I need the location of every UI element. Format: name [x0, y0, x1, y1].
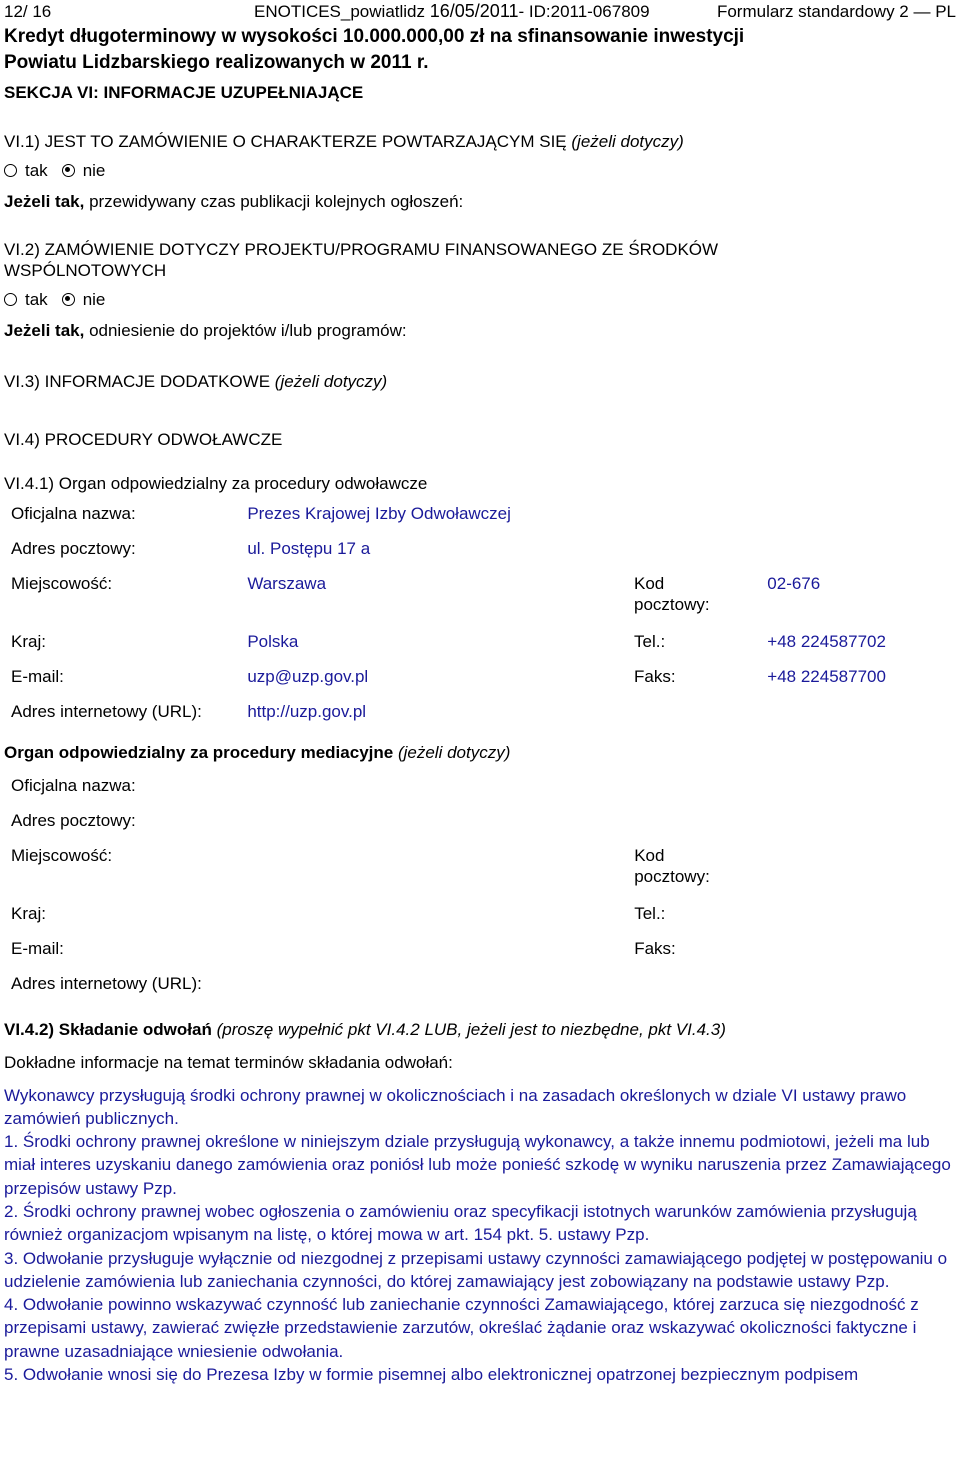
- title-line-1: Kredyt długoterminowy w wysokości 10.000.000,00 zł na sfinansowanie inwestycji: [4, 26, 745, 47]
- review-body-address: [11, 503, 956, 736]
- med-postcode-label-l2: pocztowy:: [634, 867, 710, 887]
- page-header: [4, 0, 956, 22]
- vi2-radio-yes[interactable]: [4, 293, 17, 306]
- med-fax-label: Faks:: [634, 939, 676, 958]
- tel-label: Tel.:: [634, 631, 666, 651]
- fax-label: Faks:: [634, 666, 676, 686]
- vi2-followup: [4, 320, 956, 341]
- vi2-heading-line-2: WSPÓLNOTOWYCH: [4, 261, 167, 281]
- vi2-radio-yes-label: tak: [25, 289, 48, 309]
- postcode-label: [634, 573, 767, 631]
- med-country-label: Kraj:: [11, 904, 46, 923]
- med-postcode-label-l1: Kod: [634, 846, 665, 865]
- table-row: [11, 845, 956, 903]
- name-label: Oficjalna nazwa:: [11, 503, 136, 523]
- vi2-radio-group: [4, 289, 956, 310]
- country-label: Kraj:: [11, 631, 46, 651]
- med-city-label: Miejscowość:: [11, 846, 113, 865]
- name-value: Prezes Krajowej Izby Odwoławczej: [247, 503, 511, 523]
- form-type: Formularz standardowy 2 — PL: [716, 2, 956, 21]
- vi1-radio-group: [4, 160, 956, 181]
- city-label: Miejscowość:: [11, 573, 113, 593]
- table-row: [11, 503, 956, 538]
- country-value: Polska: [247, 631, 299, 651]
- vi2-radio-no-label: nie: [82, 289, 106, 309]
- table-row: [11, 573, 956, 631]
- address-value: ul. Postępu 17 a: [247, 538, 371, 558]
- med-fax-value: [768, 938, 956, 973]
- address-label: Adres pocztowy:: [11, 538, 136, 558]
- med-url-value: [248, 973, 956, 1008]
- postcode-label-l2: pocztowy:: [634, 595, 710, 614]
- email-value[interactable]: uzp@uzp.gov.pl: [247, 666, 369, 686]
- vi1-heading-italic: (jeżeli dotyczy): [571, 132, 684, 152]
- med-postcode-label: [634, 845, 767, 903]
- postcode-label-l1: Kod: [634, 573, 665, 593]
- med-address-label: Adres pocztowy:: [11, 811, 136, 830]
- vi1-radio-yes[interactable]: [4, 164, 17, 177]
- contract-title: [4, 24, 956, 76]
- paragraph: 2. Środki ochrony prawnej wobec ogłoszenia o zamówieniu oraz specyfikacji istotnych warunków zamówienia przysługują również organizacjom wpisanym na listę, o której mowa w art. 154 pkt. 5. ustawy Pzp.: [4, 1201, 917, 1245]
- section-title: SEKCJA VI: INFORMACJE UZUPEŁNIAJĄCE: [4, 83, 364, 102]
- vi1-followup-bold: Jeżeli tak,: [4, 191, 85, 211]
- vi2-followup-bold: Jeżeli tak,: [4, 320, 85, 340]
- vi1-followup-text: przewidywany czas publikacji kolejnych ogłoszeń:: [89, 191, 464, 211]
- page-number: 12/ 16: [4, 2, 52, 21]
- table-row: [11, 938, 956, 973]
- vi42-heading: [4, 1019, 956, 1040]
- table-row: [11, 775, 956, 810]
- med-tel-label: Tel.:: [634, 904, 666, 923]
- table-row: [11, 903, 956, 938]
- med-email-label: E-mail:: [11, 939, 64, 958]
- url-label: Adres internetowy (URL):: [11, 701, 202, 721]
- vi1-followup: [4, 191, 956, 212]
- mediation-heading-italic: (jeżeli dotyczy): [397, 742, 511, 762]
- vi42-detail-label: Dokładne informacje na temat terminów składania odwołań:: [4, 1053, 453, 1073]
- mediation-body-address: [11, 775, 956, 1008]
- vi41-heading: VI.4.1) Organ odpowiedzialny za procedury odwoławcze: [4, 473, 428, 493]
- table-row: [11, 973, 956, 1008]
- notice-id-line: [254, 0, 717, 23]
- vi3-heading-italic: (jeżeli dotyczy): [274, 372, 388, 391]
- vi1-heading-text: VI.1) JEST TO ZAMÓWIENIE O CHARAKTERZE POWTARZAJĄCYM SIĘ: [4, 132, 567, 152]
- vi1-radio-no[interactable]: [62, 164, 75, 177]
- vi1-radio-no-label: nie: [82, 160, 106, 180]
- paragraph: 3. Odwołanie przysługuje wyłącznie od niezgodnej z przepisami ustawy czynności zamawiającego podjętej w postępowaniu o udzielenie zamówienia lub zaniechania czynności, do której zamawiający jest zobowiązany na podstawie ustawy Pzp.: [4, 1248, 948, 1291]
- vi42-detail-text: [4, 1084, 956, 1387]
- paragraph: 5. Odwołanie wnosi się do Prezesa Izby w formie pisemnej albo elektronicznej opatrzonej bezpiecznym podpisem: [4, 1365, 859, 1385]
- paragraph: 4. Odwołanie powinno wskazywać czynność lub zaniechanie czynności Zamawiającego, której zarzuca się niezgodność z przepisami ustawy, zawierać zwięzłe przedstawienie zarzutów, określać żądanie oraz wskazywać okoliczności faktyczne i prawne uzasadniające wniesienie odwołania.: [4, 1295, 919, 1361]
- paragraph: 1. Środki ochrony prawnej określone w niniejszym dziale przysługują wykonawcy, a także innemu podmiotowi, jeżeli ma lub miał interes uzyskaniu danego zamówienia oraz poniósł lub może ponieść szkodę w wyniku naruszenia przez Zamawiającego przepisów ustawy Pzp.: [4, 1132, 951, 1198]
- vi42-heading-italic: (proszę wypełnić pkt VI.4.2 LUB, jeżeli jest to niezbędne, pkt VI.4.3): [216, 1020, 726, 1039]
- med-name-label: Oficjalna nazwa:: [11, 776, 136, 795]
- vi4-heading: VI.4) PROCEDURY ODWOŁAWCZE: [4, 430, 283, 450]
- table-row: [11, 701, 956, 736]
- url-value[interactable]: http://uzp.gov.pl: [247, 701, 367, 721]
- vi3-heading-text: VI.3) INFORMACJE DODATKOWE: [4, 372, 271, 391]
- table-row: [11, 810, 956, 845]
- mediation-heading-bold: Organ odpowiedzialny za procedury mediacyjne: [4, 742, 394, 762]
- city-value: Warszawa: [247, 573, 327, 593]
- postcode-value: 02-676: [767, 573, 821, 593]
- vi42-heading-bold: VI.4.2) Składanie odwołań: [4, 1020, 212, 1039]
- mediation-heading: [4, 742, 956, 763]
- vi1-heading: [4, 131, 956, 152]
- med-postcode-value: [768, 845, 956, 903]
- vi2-heading-line-1: VI.2) ZAMÓWIENIE DOTYCZY PROJEKTU/PROGRAMU FINANSOWANEGO ZE ŚRODKÓW: [4, 240, 719, 259]
- vi3-heading: [4, 371, 956, 392]
- notice-id: - ID:2011-067809: [518, 2, 650, 21]
- table-row: [11, 538, 956, 573]
- notice-prefix: ENOTICES_powiatlidz: [254, 2, 426, 21]
- table-row: [11, 631, 956, 666]
- email-label: E-mail:: [11, 666, 64, 686]
- vi2-radio-no[interactable]: [62, 293, 75, 306]
- vi2-heading: [4, 239, 956, 282]
- med-tel-value: [768, 903, 956, 938]
- med-url-label: Adres internetowy (URL):: [11, 974, 202, 993]
- vi2-followup-text: odniesienie do projektów i/lub programów:: [89, 320, 407, 340]
- vi1-radio-yes-label: tak: [25, 160, 48, 180]
- title-line-2: Powiatu Lidzbarskiego realizowanych w 2011 r.: [4, 52, 429, 73]
- table-row: [11, 666, 956, 701]
- fax-value: +48 224587700: [767, 666, 886, 686]
- med-email-value: [248, 938, 634, 973]
- med-address-value: [248, 810, 956, 845]
- med-city-value: [248, 845, 634, 903]
- tel-value: +48 224587702: [767, 631, 886, 651]
- paragraph: Wykonawcy przysługują środki ochrony prawnej w okolicznościach i na zasadach określonych w dziale VI ustawy prawo zamówień publicznych.: [4, 1085, 907, 1128]
- med-country-value: [248, 903, 634, 938]
- notice-date: 16/05/2011: [429, 1, 519, 21]
- med-name-value: [248, 775, 956, 810]
